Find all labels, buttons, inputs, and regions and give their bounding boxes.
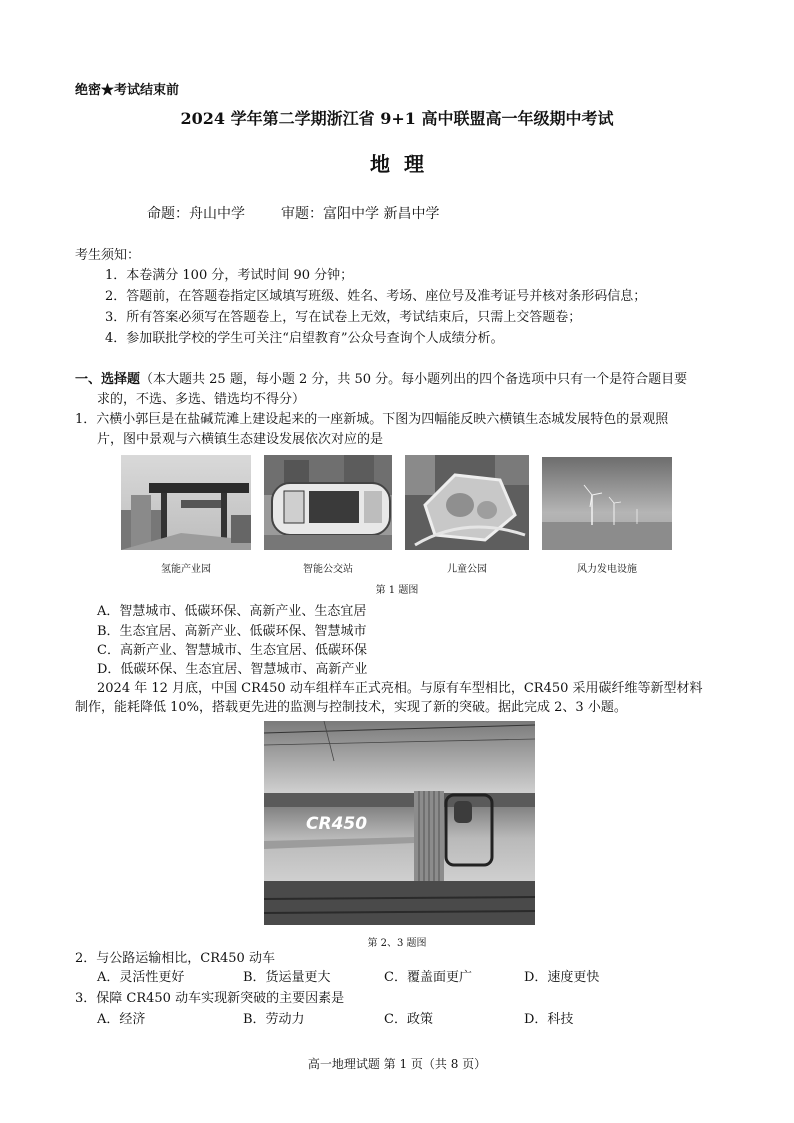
subject-title: 地理 xyxy=(370,152,438,176)
q3-option-b: B．劳动力 xyxy=(243,1012,305,1027)
figure-caption-q1: 第 1 题图 xyxy=(375,585,419,596)
q1-option-d: D．低碳环保、生态宜居、智慧城市、高新产业 xyxy=(97,662,368,677)
q2-stem: 2．与公路运输相比，CR450 动车 xyxy=(75,951,275,966)
photo-caption: 智能公交站 xyxy=(303,564,353,575)
photo-hydrogen-park xyxy=(121,455,251,550)
section-desc-cont: 求的，不选、多选、错选均不得分） xyxy=(97,392,306,407)
exam-title: 2024 学年第二学期浙江省 9+1 高中联盟高一年级期中考试 xyxy=(180,109,614,128)
photo-caption: 儿童公园 xyxy=(447,564,487,575)
setter: 命题：舟山中学 xyxy=(147,206,245,222)
q2-option-c: C．覆盖面更广 xyxy=(384,970,472,985)
photo-wind-power xyxy=(542,457,672,550)
q1-option-a: A．智慧城市、低碳环保、高新产业、生态宜居 xyxy=(97,604,367,619)
authors-line xyxy=(147,203,439,223)
confidential-label: 绝密★考试结束前 xyxy=(75,83,180,98)
section-desc: （本大题共 25 题，每小题 2 分，共 50 分。每小题列出的四个备选项中只有一个是符合题目要 xyxy=(140,372,688,387)
photo-caption: 风力发电设施 xyxy=(577,564,637,575)
notice-item: 4．参加联批学校的学生可关注“启望教育”公众号查询个人成绩分析。 xyxy=(105,331,504,346)
photo-cr450-train xyxy=(264,721,535,925)
q3-option-d: D．科技 xyxy=(524,1012,574,1027)
section-heading: 一、选择题 xyxy=(75,372,141,387)
q1-stem: 1．六横小郭巨是在盐碱荒滩上建设起来的一座新城。下图为四幅能反映六横镇生态城发展特色的景观照 xyxy=(75,412,669,427)
notice-heading: 考生须知： xyxy=(75,248,141,263)
q3-option-c: C．政策 xyxy=(384,1012,433,1027)
page-footer: 高一地理试题 第 1 页（共 8 页） xyxy=(307,1057,487,1071)
figure-caption-q2-3: 第 2、3 题图 xyxy=(367,938,427,949)
notice-item: 3．所有答案必须写在答题卷上，写在试卷上无效，考试结束后，只需上交答题卷； xyxy=(105,310,582,325)
notice-item: 1．本卷满分 100 分，考试时间 90 分钟； xyxy=(105,268,354,283)
photo-caption: 氢能产业园 xyxy=(161,564,211,575)
notice-item: 2．答题前，在答题卷指定区域填写班级、姓名、考场、座位号及准考证号并核对条形码信息； xyxy=(105,289,647,304)
photo-childrens-park xyxy=(405,455,529,550)
photo-smart-bus-stop xyxy=(264,455,392,550)
passage-line: 制作，能耗降低 10%，搭载更先进的监测与控制技术，实现了新的突破。据此完成 2、3 小题。 xyxy=(75,700,627,715)
q1-option-c: C．高新产业、智慧城市、生态宜居、低碳环保 xyxy=(97,643,367,658)
q1-stem-cont: 片，图中景观与六横镇生态建设发展依次对应的是 xyxy=(97,432,384,447)
section-heading-line xyxy=(75,370,687,389)
q2-option-b: B．货运量更大 xyxy=(243,970,331,985)
passage-line: 2024 年 12 月底，中国 CR450 动车组样车正式亮相。与原有车型相比，CR450 采用碳纤维等新型材料 xyxy=(97,681,703,696)
q2-option-d: D．速度更快 xyxy=(524,970,600,985)
q1-option-b: B．生态宜居、高新产业、低碳环保、智慧城市 xyxy=(97,624,367,639)
q3-stem: 3．保障 CR450 动车实现新突破的主要因素是 xyxy=(75,991,345,1006)
q3-option-a: A．经济 xyxy=(97,1012,146,1027)
reviewer: 审题：富阳中学 新昌中学 xyxy=(281,206,440,222)
train-logo: CR450 xyxy=(306,814,368,834)
q2-option-a: A．灵活性更好 xyxy=(97,970,185,985)
